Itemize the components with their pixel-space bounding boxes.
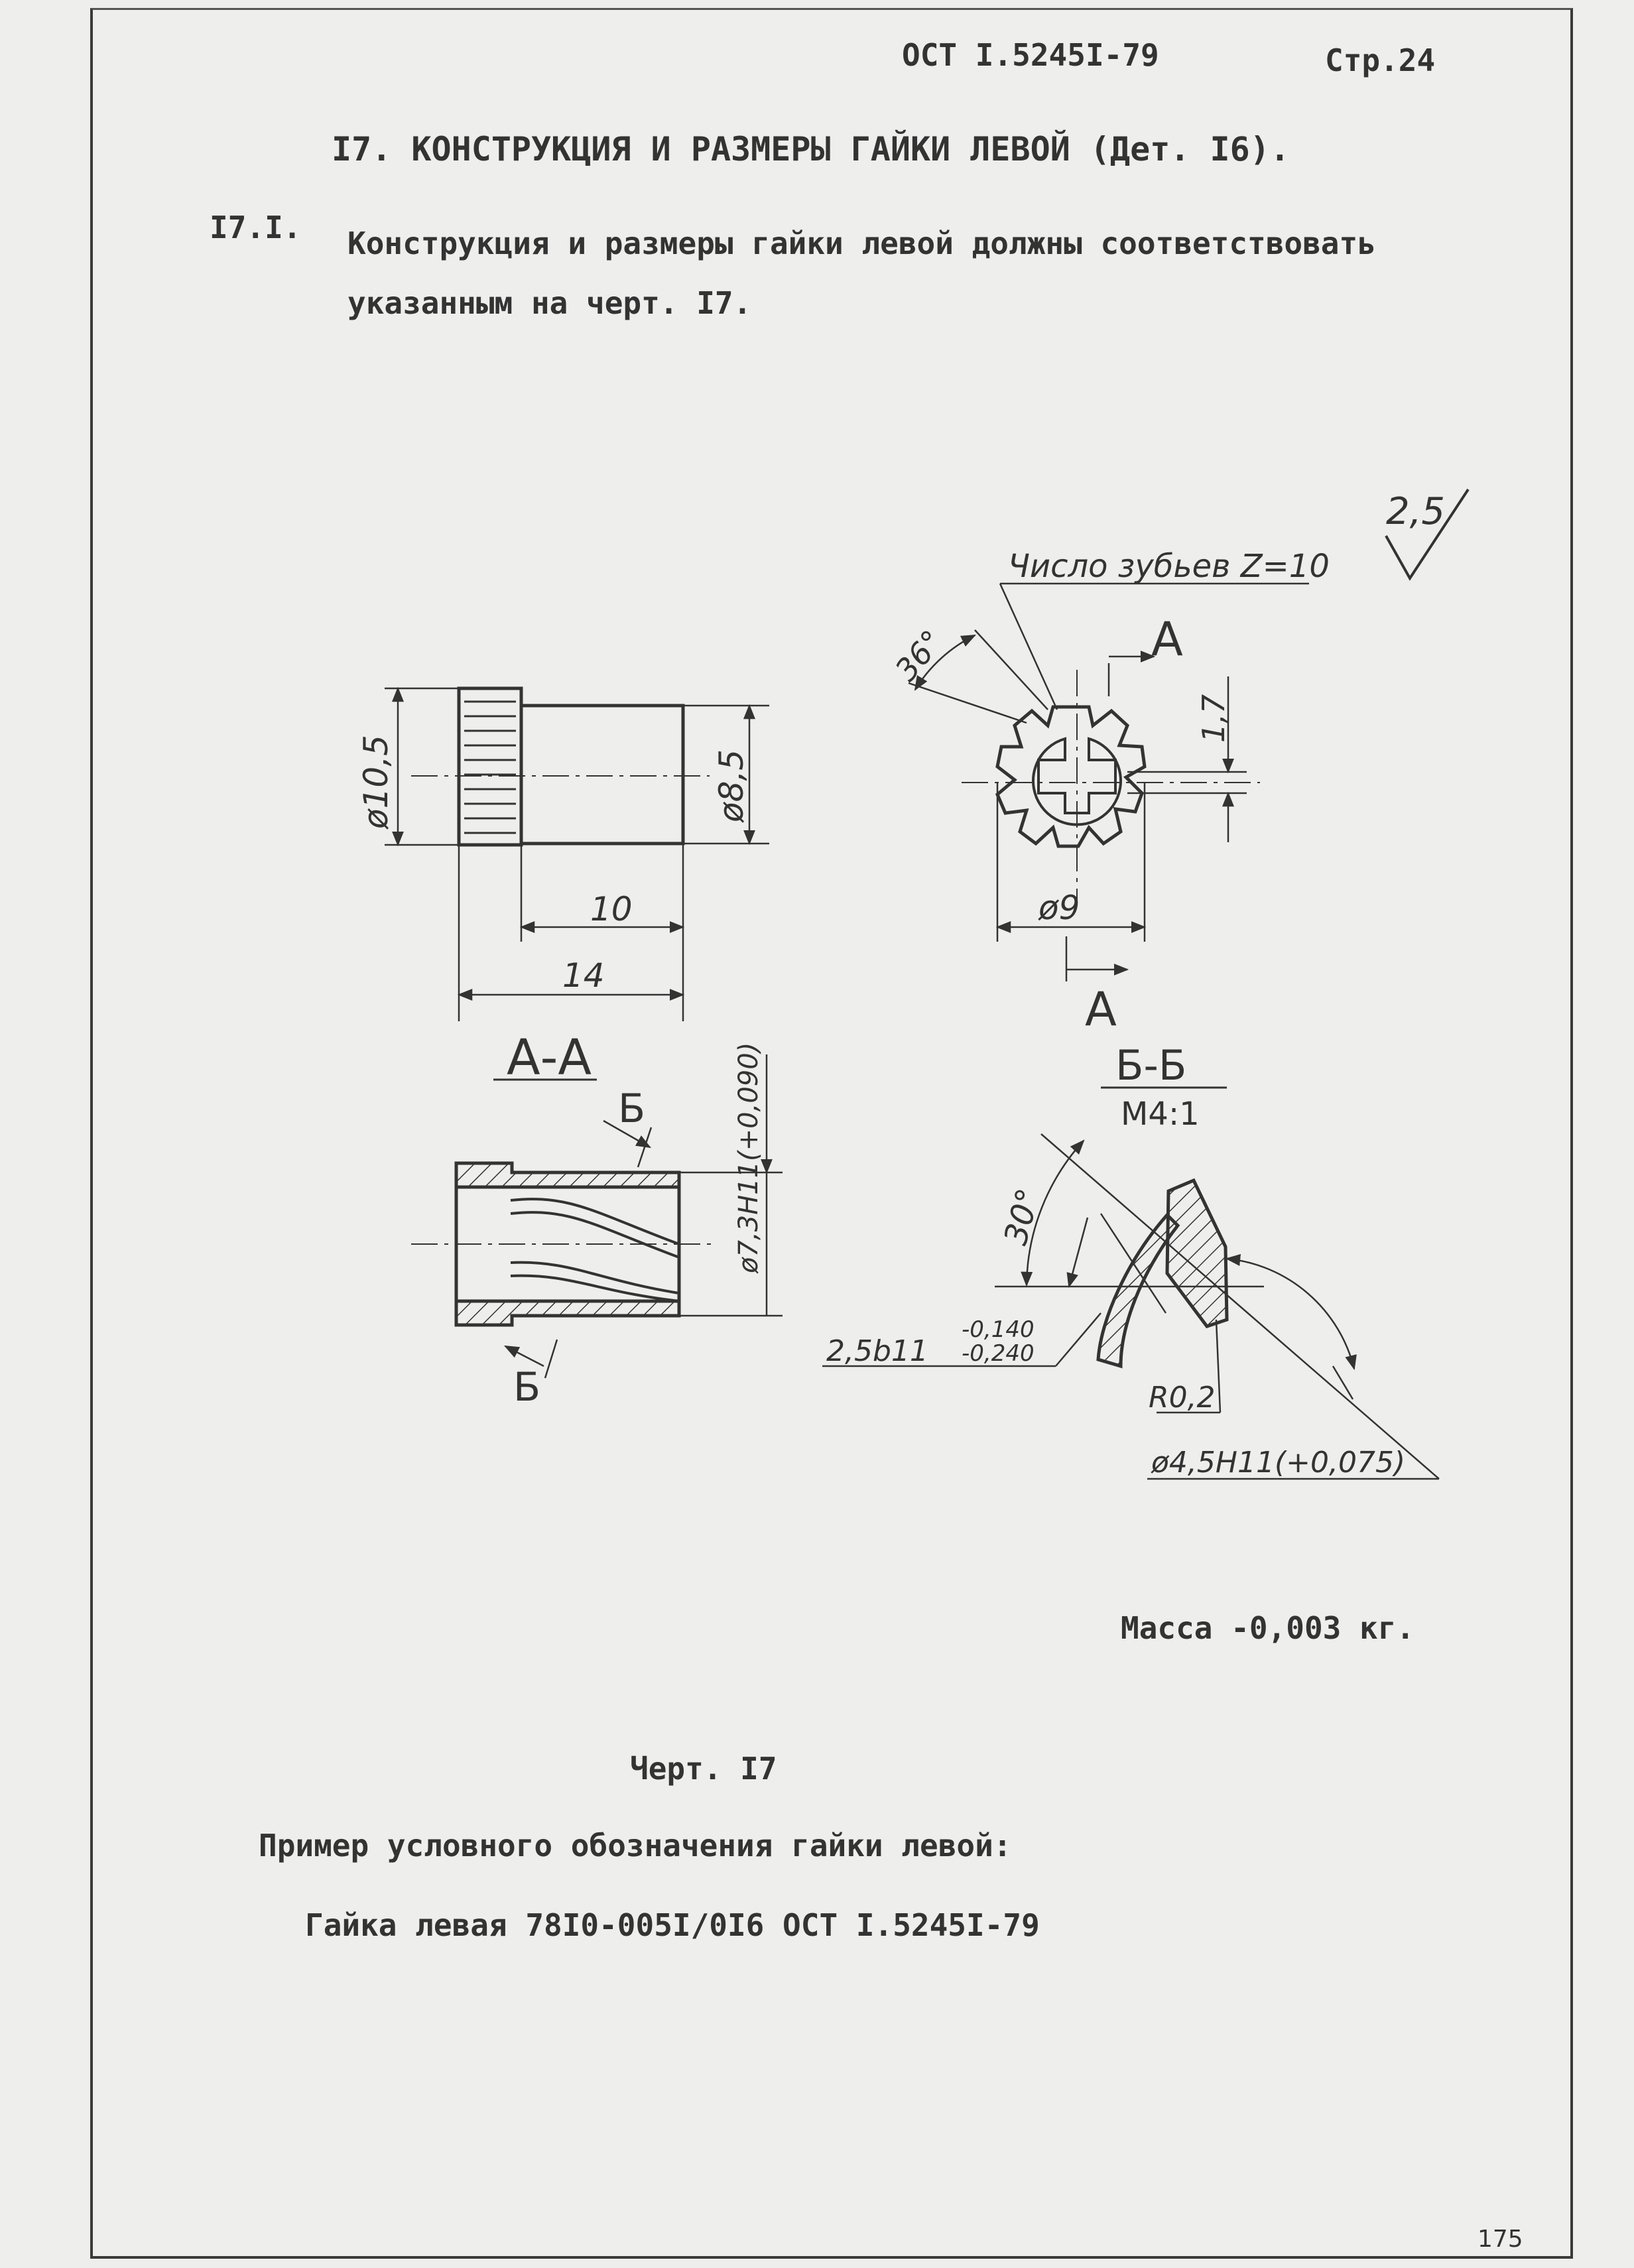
section-b-top-label: Б (618, 1086, 646, 1132)
dim-d10-5: ø10,5 (357, 735, 395, 829)
section-a-bottom-label: А (1085, 982, 1117, 1037)
roughness-mark (1386, 489, 1468, 578)
section-a-top-label: А (1151, 612, 1183, 666)
dim-2-5-b11: 2,5b11 (826, 1334, 928, 1368)
section-b-bottom-label: Б (513, 1364, 541, 1411)
example-value: Гайка левая 78I0-005I/0I6 ОСТ I.5245I-79 (305, 1907, 1040, 1943)
standard-code: ОСТ I.5245I-79 (902, 37, 1159, 73)
tol-upper: -0,140 (962, 1316, 1035, 1343)
dim-angle-30: 30° (997, 1184, 1048, 1249)
dim-d9: ø9 (1038, 889, 1080, 927)
dim-angle-36: 36° (888, 623, 950, 688)
mass-label: Масса -0,003 кг. (1121, 1610, 1415, 1646)
example-title: Пример условного обозначения гайки левой: (259, 1828, 1012, 1863)
dim-10: 10 (590, 890, 633, 928)
section-bb-label: Б-Б (1115, 1041, 1187, 1090)
dim-d8-5: ø8,5 (712, 749, 751, 822)
clause-line-2: указанным на черт. I7. (347, 285, 752, 321)
page-number: 175 (1477, 2226, 1523, 2253)
section-aa-view (411, 1054, 783, 1378)
scale-label: М4:1 (1121, 1096, 1200, 1133)
clause-number: I7.I. (210, 210, 302, 245)
dim-14: 14 (562, 956, 605, 995)
tol-lower: -0,240 (962, 1340, 1035, 1367)
clause-line-1: Конструкция и размеры гайки левой должны соответствовать (347, 225, 1376, 261)
dim-1-7: 1,7 (1196, 694, 1231, 743)
teeth-count-label: Число зубьев Z=10 (1008, 548, 1330, 585)
section-bb-view (822, 1134, 1439, 1479)
section-aa-label: А-А (507, 1029, 592, 1086)
dim-d7-3: ø7,3H11(+0,090) (733, 1042, 764, 1273)
section-title: I7. КОНСТРУКЦИЯ И РАЗМЕРЫ ГАЙКИ ЛЕВОЙ (Дет. I6). (332, 130, 1290, 168)
figure-caption: Черт. I7 (630, 1751, 777, 1787)
roughness-value: 2,5 (1386, 490, 1446, 533)
dim-r0-2: R0,2 (1149, 1381, 1216, 1415)
end-view (909, 584, 1309, 981)
dim-d4-5: ø4,5H11(+0,075) (1151, 1446, 1406, 1480)
page-label: Стр.24 (1325, 42, 1436, 78)
